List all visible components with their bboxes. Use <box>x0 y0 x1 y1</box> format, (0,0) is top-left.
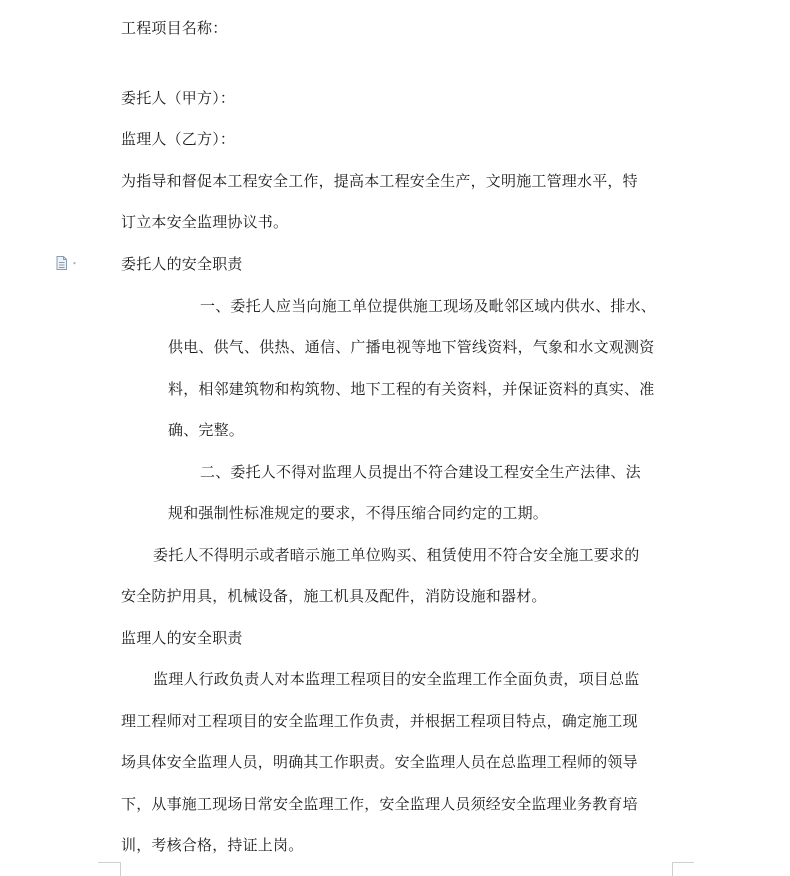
clause-1-line-1[interactable]: 一、委托人应当向施工单位提供施工现场及毗邻区域内供水、排水、 <box>200 297 657 315</box>
clause-2-line-2[interactable]: 规和强制性标准规定的要求，不得压缩合同约定的工期。 <box>168 504 549 522</box>
project-name-line[interactable]: 工程项目名称： <box>121 19 228 37</box>
paragraph-menu-button[interactable] <box>55 255 83 269</box>
clause-1-line-2[interactable]: 供电、供气、供热、通信、广播电视等地下管线资料，气象和水文观测资 <box>168 338 655 356</box>
section-heading-supervisor[interactable]: 监理人的安全职责 <box>121 629 243 647</box>
crop-mark-left-v <box>120 862 121 876</box>
supervisor-duty-line-4[interactable]: 下，从事施工现场日常安全监理工作，安全监理人员须经安全监理业务教育培 <box>121 795 638 813</box>
supervisor-line[interactable]: 监理人（乙方）： <box>121 130 236 148</box>
supervisor-duty-line-2[interactable]: 理工程师对工程项目的安全监理工作负责，并根据工程项目特点，确定施工现 <box>121 712 638 730</box>
chevron-down-icon <box>73 263 76 265</box>
crop-mark-right-v <box>672 862 673 876</box>
document-icon <box>55 256 83 270</box>
client-line[interactable]: 委托人（甲方）： <box>121 89 236 107</box>
client-restriction-line-2[interactable]: 安全防护用具，机械设备，施工机具及配件，消防设施和器材。 <box>121 587 547 605</box>
client-restriction-line-1[interactable]: 委托人不得明示或者暗示施工单位购买、租赁使用不符合安全施工要求的 <box>153 546 640 564</box>
clause-1-line-4[interactable]: 确、完整。 <box>168 421 245 439</box>
crop-mark-right-h <box>672 862 694 863</box>
preamble-line-2[interactable]: 订立本安全监理协议书。 <box>121 213 289 231</box>
crop-mark-left-h <box>98 862 120 863</box>
section-heading-client[interactable]: 委托人的安全职责 <box>121 255 243 273</box>
supervisor-duty-line-1[interactable]: 监理人行政负责人对本监理工程项目的安全监理工作全面负责，项目总监 <box>153 670 640 688</box>
supervisor-duty-line-3[interactable]: 场具体安全监理人员，明确其工作职责。安全监理人员在总监理工程师的领导 <box>121 753 638 771</box>
clause-2-line-1[interactable]: 二、委托人不得对监理人员提出不符合建设工程安全生产法律、法 <box>200 463 641 481</box>
supervisor-duty-line-5[interactable]: 训，考核合格，持证上岗。 <box>121 836 304 854</box>
clause-1-line-3[interactable]: 料，相邻建筑物和构筑物、地下工程的有关资料，并保证资料的真实、准 <box>168 380 655 398</box>
preamble-line-1[interactable]: 为指导和督促本工程安全工作，提高本工程安全生产，文明施工管理水平，特 <box>121 172 638 190</box>
